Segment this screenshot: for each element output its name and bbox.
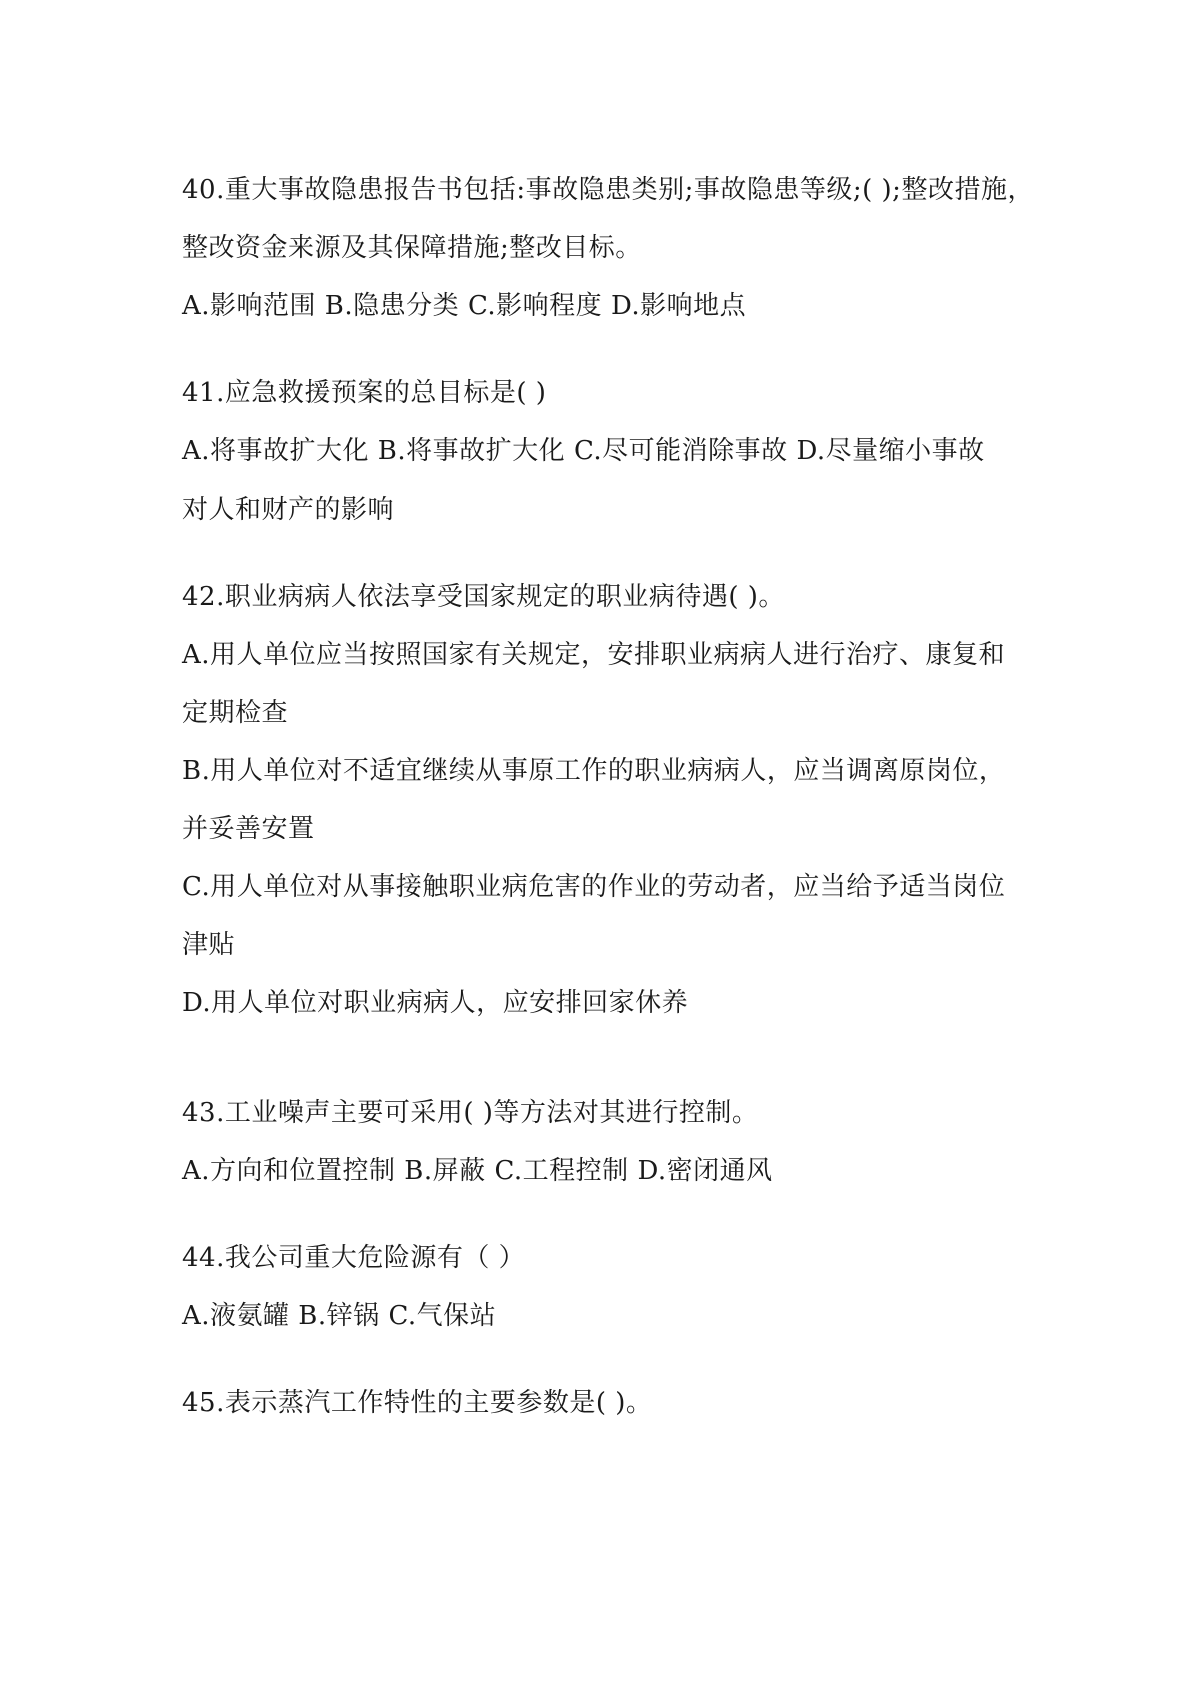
question-43-options: A.方向和位置控制 B.屏蔽 C.工程控制 D.密闭通风 [182, 1156, 773, 1186]
question-45-text: 45.表示蒸汽工作特性的主要参数是( )。 [182, 1388, 653, 1418]
question-40-text-line-2: 整改资金来源及其保障措施;整改目标。 [182, 233, 642, 263]
question-44-options: A.液氨罐 B.锌锅 C.气保站 [182, 1301, 497, 1331]
question-42-text: 42.职业病病人依法享受国家规定的职业病待遇( )。 [182, 582, 785, 612]
question-42-option-a-line-2: 定期检查 [182, 698, 289, 728]
question-42-option-d: D.用人单位对职业病病人，应安排回家休养 [182, 988, 689, 1018]
question-44-text: 44.我公司重大危险源有（ ） [182, 1243, 526, 1273]
question-40-text-line-1: 40.重大事故隐患报告书包括:事故隐患类别;事故隐患等级;( );整改措施， [182, 175, 1034, 205]
question-41-options-line-1: A.将事故扩大化 B.将事故扩大化 C.尽可能消除事故 D.尽量缩小事故 [182, 436, 985, 466]
question-42-option-a-line-1: A.用人单位应当按照国家有关规定，安排职业病病人进行治疗、康复和 [182, 640, 1006, 670]
question-41-options-line-2: 对人和财产的影响 [182, 495, 395, 525]
question-42-option-c-line-1: C.用人单位对从事接触职业病危害的作业的劳动者，应当给予适当岗位 [182, 872, 1006, 902]
question-40-options: A.影响范围 B.隐患分类 C.影响程度 D.影响地点 [182, 291, 747, 321]
question-42-option-c-line-2: 津贴 [182, 930, 236, 960]
question-42-option-b-line-2: 并妥善安置 [182, 814, 315, 844]
question-42-option-b-line-1: B.用人单位对不适宜继续从事原工作的职业病病人，应当调离原岗位， [182, 756, 1006, 786]
question-43-text: 43.工业噪声主要可采用( )等方法对其进行控制。 [182, 1098, 759, 1128]
question-41-text: 41.应急救援预案的总目标是( ) [182, 378, 547, 408]
